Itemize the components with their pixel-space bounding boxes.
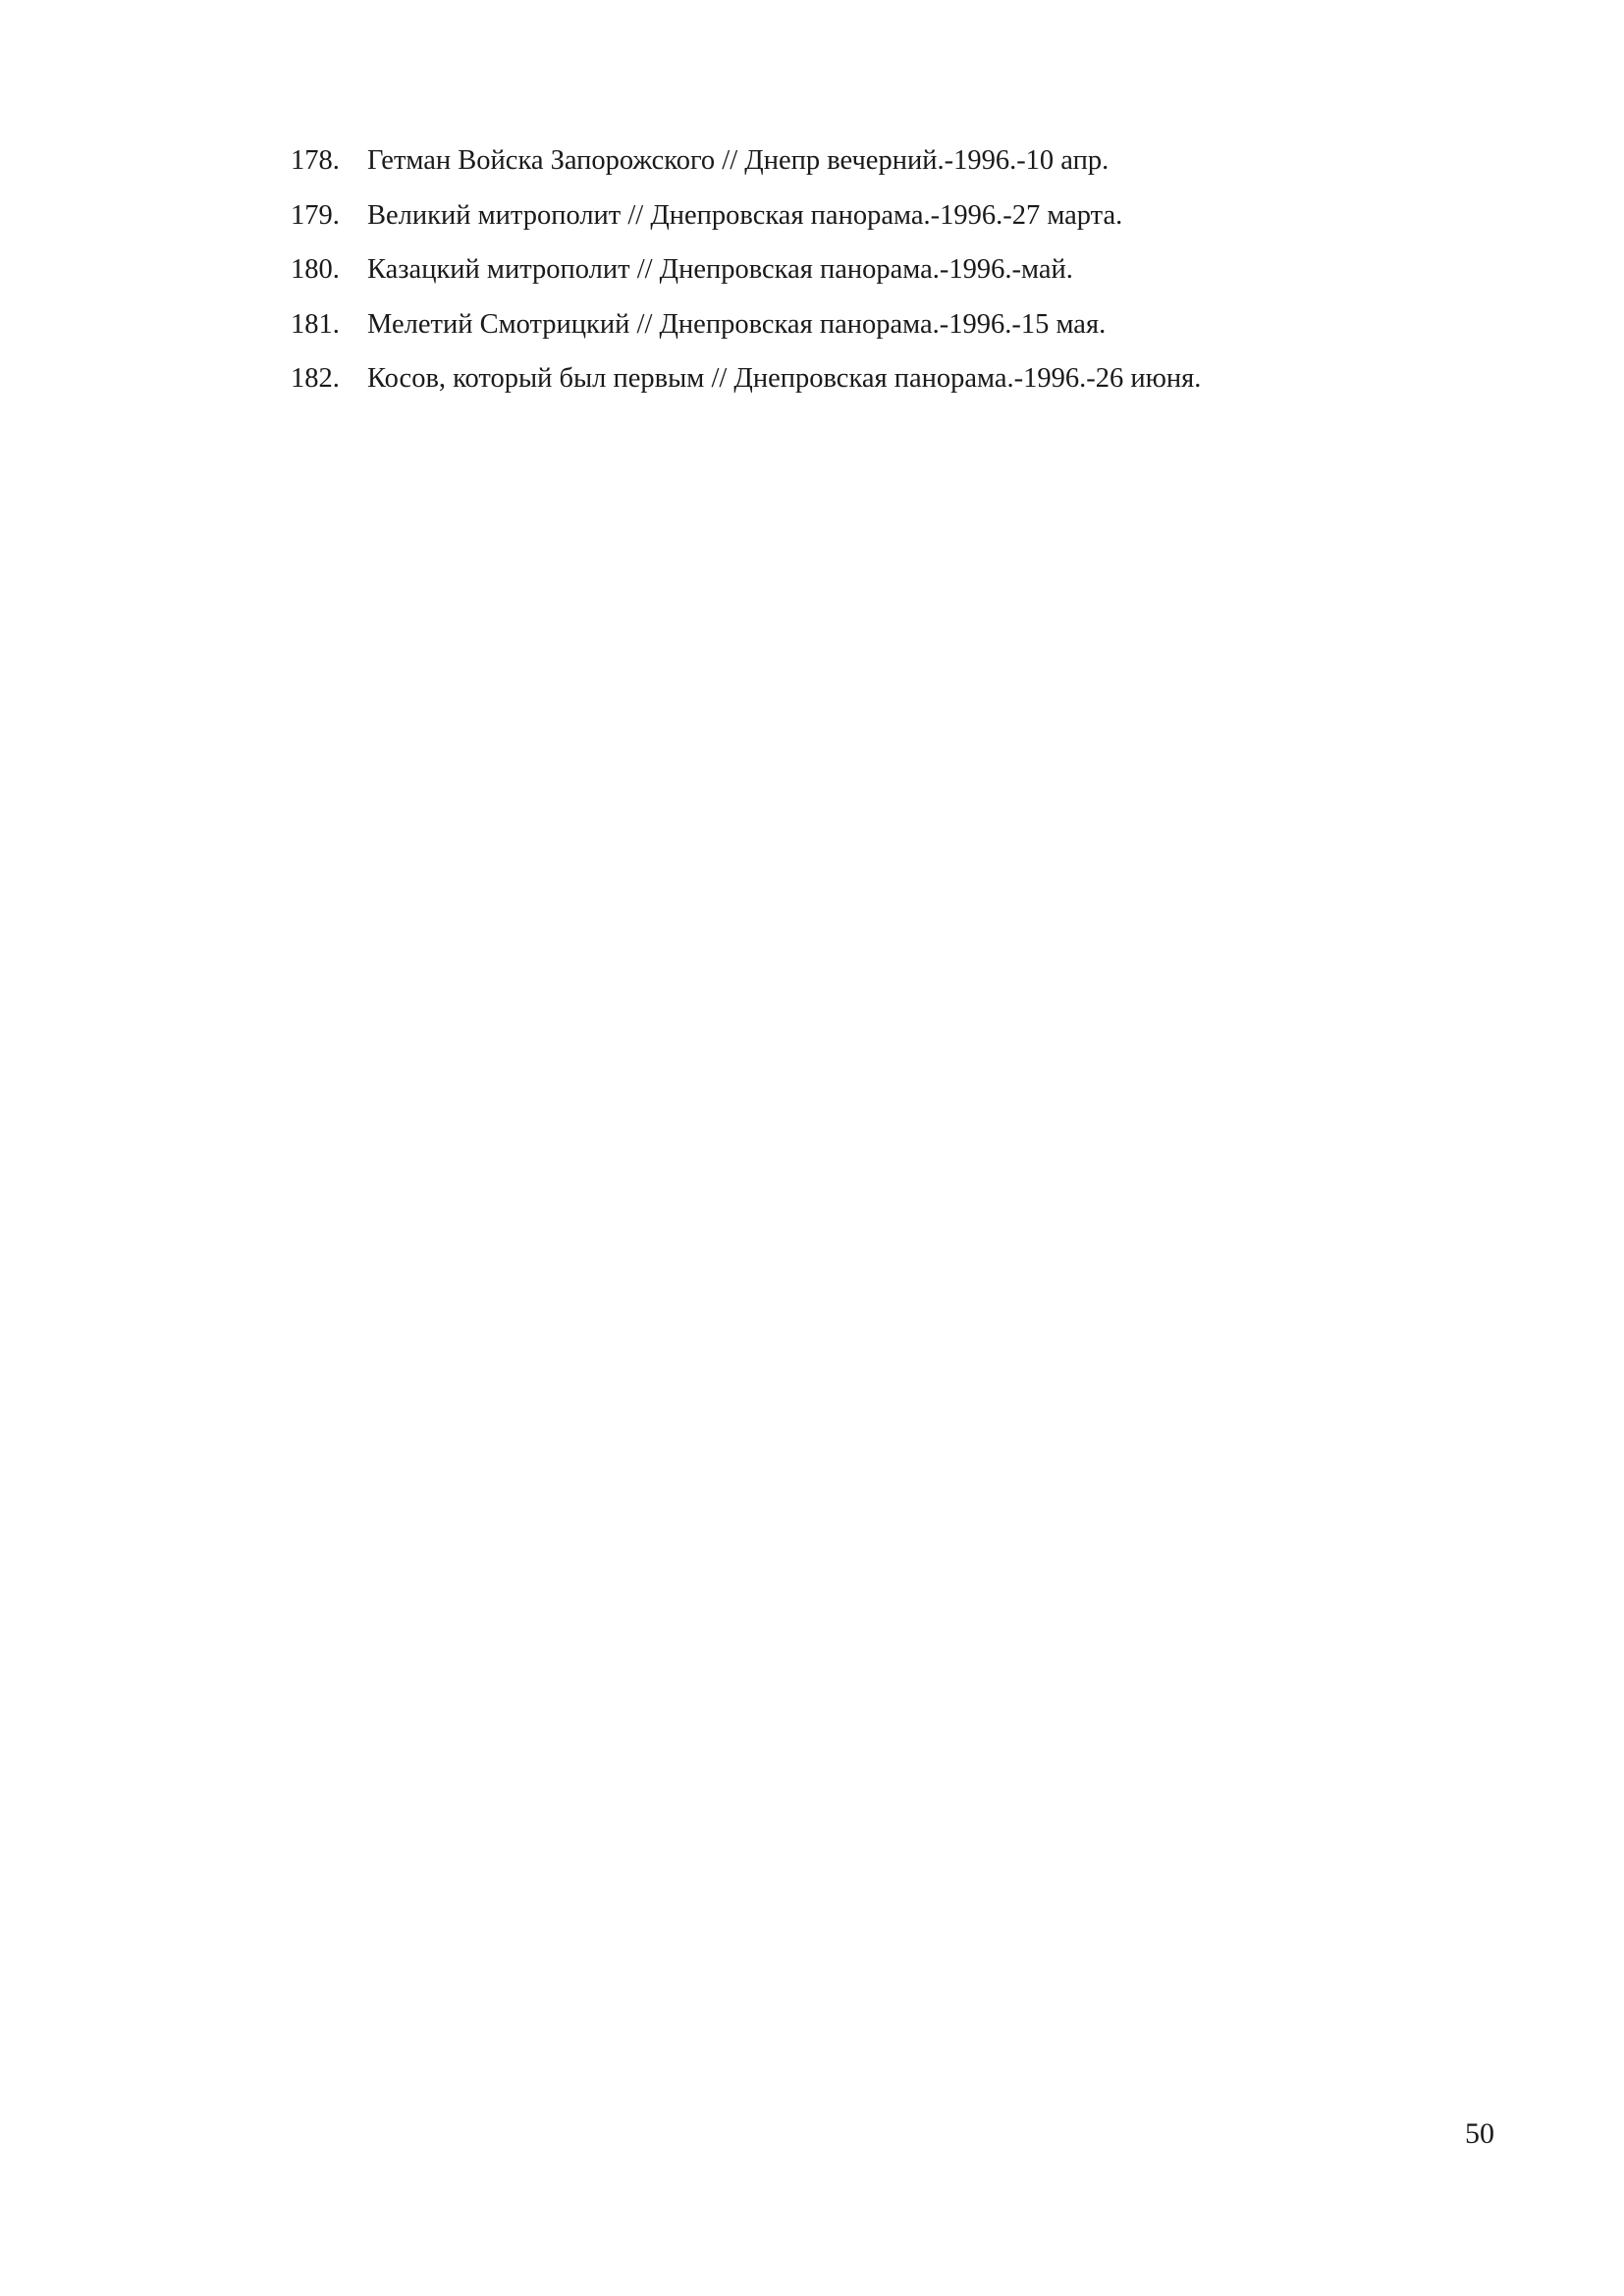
list-item bbox=[291, 147, 1390, 176]
entry-text: Мелетий Смотрицкий // Днепровская панорама.-1996.-15 мая. bbox=[367, 308, 1107, 340]
page-number: 50 bbox=[1465, 2117, 1494, 2150]
entry-text: Гетман Войска Запорожского // Днепр вечерний.-1996.-10 апр. bbox=[367, 145, 1110, 176]
entry-number: 182. bbox=[291, 363, 340, 394]
entry-text: Великий митрополит // Днепровская панорама.-1996.-27 марта. bbox=[367, 199, 1123, 231]
entry-number: 181. bbox=[291, 308, 340, 340]
entry-text: Косов, который был первым // Днепровская панорама.-1996.-26 июня. bbox=[367, 363, 1202, 394]
entry-number: 178. bbox=[291, 145, 340, 176]
list-item bbox=[291, 365, 1390, 394]
list-item bbox=[291, 199, 1390, 231]
entry-number: 179. bbox=[291, 199, 340, 231]
bibliography-list bbox=[291, 147, 1390, 420]
list-item bbox=[291, 308, 1390, 340]
entry-number: 180. bbox=[291, 254, 340, 285]
list-item bbox=[291, 256, 1390, 285]
entry-text: Казацкий митрополит // Днепровская панорама.-1996.-май. bbox=[367, 254, 1073, 285]
